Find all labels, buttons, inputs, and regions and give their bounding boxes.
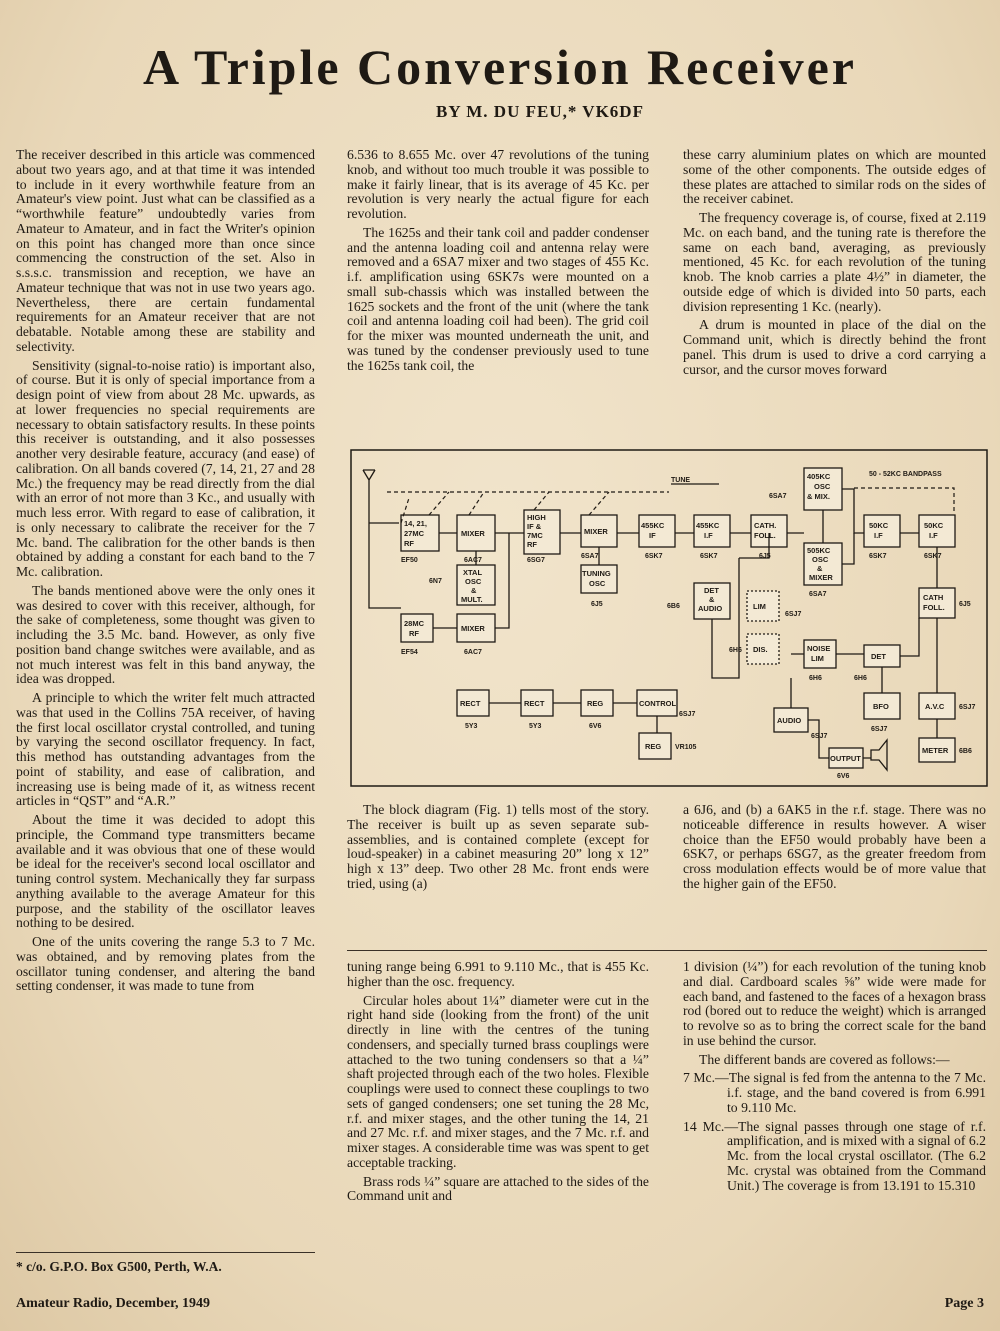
speaker-icon [871,740,887,770]
block-text: 405KC [807,472,831,481]
block-text: AUDIO [698,604,723,613]
block-text: DET [704,586,719,595]
paragraph: these carry aluminium plates on which are mounted some of the other components. The outside edges of these plates are attached to similar rods on the sides of the receiver cabinet. [683,147,986,207]
column-2-bottom [347,960,649,1208]
block-xtal [429,565,495,605]
block-text: NOISE [807,644,831,653]
block-noiselim [804,640,836,682]
block-text: MIXER [461,529,485,538]
tube-label: EF50 [401,557,418,564]
block-text: & [817,564,823,573]
paragraph: A drum is mounted in place of the dial on the Command unit, which is directly behind the front panel. This drum is used to drive a cord carrying a cursor, and the cursor moves forward [683,317,986,377]
block-text: FOLL. [754,531,776,540]
block-text: REG [645,742,662,751]
block-text: RF [404,539,414,548]
paragraph: One of the units covering the range 5.3 to 7 Mc. was obtained, and by removing plates from the oscillator tuning condenser, and altering the band setting condenser, it was made to tune from [16,934,315,994]
tube-label: 6V6 [837,773,850,780]
tube-label: 6H6 [809,675,822,682]
paragraph: Brass rods ¼” square are attached to the sides of the Command unit and [347,1173,649,1204]
paragraph: A principle to which the writer felt much attracted was that used in the Collins 75A receiver, of having the first local oscillator crystal controlled, and tuning by varying the second oscillator frequency. In fact, this method has outstanding advantages from the point of stability, and ease of calibration, and increasing use is being made of it, as witness recent articles in “QST” and “A.R.” [16,690,315,809]
block-diagram [349,448,989,788]
tube-label: 6J5 [591,601,603,608]
footnote: * c/o. G.P.O. Box G500, Perth, W.A. [16,1259,222,1274]
article-title: A Triple Conversion Receiver [143,39,857,95]
block-if50a [864,515,900,560]
paragraph: Circular holes about 1¼” diameter were cut in the right hand side (looking from the front) of the unit directly in line with the centres of the tuning condensers, and specially turned brass couplings were attached to the two tuning condensers so that a ¼” shaft projected through each of the two holes. Flexible couplings were used to connect these couplings to two sets of ganged condensers; one set tuning the 28 Mc, r.f. and mixer stages, and the other tuning the 14, 21 and 27 Mc. r.f. and mixer stages, and the 7 Mc. r.f. and mixer stages. A considerable time was was spent to get acceptable tracking. [347,992,649,1170]
block-text: TUNING [582,569,611,578]
tube-label: 5Y3 [465,723,478,730]
column-2-top [347,148,649,377]
block-text: 50KC [869,521,889,530]
column-3-top [683,148,986,381]
block-text: CATH. [754,521,777,530]
block-control [637,690,695,718]
block-text: RF [409,629,419,638]
block-avc [919,693,975,719]
tube-label: 6B6 [667,603,680,610]
block-text: MIXER [584,527,608,536]
block-text: IF [649,531,656,540]
block-text: OSC [465,577,482,586]
block-lim [747,591,801,621]
paragraph: The different bands are covered as follows:— [699,1051,950,1067]
block-text: OSC [589,579,606,588]
paragraph: 1 division (¼”) for each revolution of the tuning knob and dial. Cardboard scales ⅝” wide were made for each band, and fastened to the faces of a hexagon brass rod (bored out to reduce the weight) which is arranged to revolve so as to bring the correct scale for the band in use behind the cursor. [683,959,986,1048]
block-text: REG [587,699,604,708]
tube-label: 6SJ7 [679,711,696,718]
tube-label: 6AC7 [464,557,482,564]
block-text: 14, 21, [404,519,427,528]
block-text: OSC [812,555,829,564]
column-2-middle [347,803,649,896]
column-1 [16,148,315,998]
block-mixer28 [457,614,495,656]
section-divider [347,950,987,951]
tube-label: 6SK7 [924,553,942,560]
block-text: METER [922,746,949,755]
paragraph: The block diagram (Fig. 1) tells most of the story. The receiver is built up as seven separate sub-assemblies, and is contained complete (except for loud-speaker) in a cabinet measuring 20” long x 12” high x 13” deep. Two other 28 Mc. front ends were tried, using (a) [347,802,649,891]
block-text: & MIX. [807,492,830,501]
block-text: RF [527,540,537,549]
block-detaudio [667,583,730,619]
block-bfo [864,693,900,733]
block-text: IF & [527,522,542,531]
antenna-icon [363,470,401,608]
block-rf28 [401,614,433,656]
block-text: 27MC [404,529,425,538]
tube-label: 6SJ7 [871,726,888,733]
block-text: AUDIO [777,716,802,725]
block-cathfoll2 [919,588,971,618]
block-if455b [694,515,730,560]
block-text: 50KC [924,521,944,530]
tube-label: 6SJ7 [959,704,976,711]
block-tuningosc [581,565,617,608]
paragraph: 6.536 to 8.655 Mc. over 47 revolutions of the tuning knob, and without too much trouble it was possible to make it fairly linear, that is its average of 45 Kc. per revolution is very nearly the actual figure for each revolution. [347,147,649,221]
tube-label: 6AC7 [464,649,482,656]
block-text: LIM [753,602,766,611]
tube-label: 5Y3 [529,723,542,730]
block-dis [729,634,779,664]
block-reg1 [581,690,613,730]
block-rect1 [457,690,489,730]
block-text: 7MC [527,531,543,540]
tube-label: VR105 [675,744,697,751]
tube-label: 6SA7 [581,553,599,560]
bandpass-label: 50 - 52KC BANDPASS [869,471,942,478]
tube-label: 6V6 [589,723,602,730]
block-text: MIXER [461,624,485,633]
tube-label: 6SA7 [809,591,827,598]
paragraph: The 1625s and their tank coil and padder condenser and the antenna loading coil and antenna relay were removed and a 6SA7 mixer and two stages of 455 Kc. i.f. amplification using 6SK7s were mounted on a small sub-chassis which was installed between the 1625 sockets and the front of the unit (where the tank coil and antenna loading coil had been). The grid coil for the mixer was mounted underneath the unit, and was tuned by the condenser previously used to tune the 1625s tank coil, the [347,224,649,373]
block-text: & [709,595,715,604]
tube-label: 6SJ7 [811,733,828,740]
block-diagram-figure [349,448,989,788]
tune-label: TUNE [671,477,691,484]
tube-label: 6B6 [959,748,972,755]
paragraph: The frequency coverage is, of course, fixed at 2.119 Mc. on each band, and the tuning rate is therefore the same on each band, averaging, as previously mentioned, 45 Kc. for each revolution of the tuning knob. The knob carries a plate 4½” in diameter, the outside edge of which is divided into 50 parts, each division representing 1 Kc. (nearly). [683,210,986,314]
block-text: CATH [923,593,944,602]
column-3-bottom [683,960,986,1197]
block-text: MIXER [809,573,833,582]
block-det [854,645,900,682]
block-text: CONTROL [639,699,677,708]
block-text: I.F [929,531,938,540]
paragraph: a 6J6, and (b) a 6AK5 in the r.f. stage. There was no noticeable difference in results however. A wiser choice than the EF50 would probably have been a 6SK7, or perhaps 6SG7, as the greater freedom from cross modulation effects would be of more value that the higher gain of the EF50. [683,802,986,891]
bandpass-line [854,488,954,514]
column-3-middle [683,803,986,896]
block-text: I.F [874,531,883,540]
block-text: MULT. [461,595,483,604]
tube-label: 6J5 [959,601,971,608]
block-text: RECT [460,699,481,708]
block-text: I.F [704,531,713,540]
paragraph: tuning range being 6.991 to 9.110 Mc., that is 455 Kc. higher than the osc. frequency. [347,959,649,989]
block-text: 455KC [641,521,665,530]
block-highif [524,510,560,564]
band-entry: 14 Mc.—The signal passes through one stage of r.f. amplification, and is mixed with a signal of 6.2 Mc. from the local crystal oscillator. (The 6.2 Mc. crystal was obtained from the Command Unit.) The coverage is from 13.191 to 15.310 [683,1118,986,1193]
band-entry: 7 Mc.—The signal is fed from the antenna to the 7 Mc. i.f. stage, and the band covered is from 6.991 to 9.110 Mc. [683,1070,986,1115]
tube-label: EF54 [401,649,418,656]
block-text: BFO [873,702,889,711]
block-text: XTAL [463,568,483,577]
block-reg2 [639,733,697,759]
block-text: 455KC [696,521,720,530]
paragraph: Sensitivity (signal-to-noise ratio) is important also, of course. But it is only of special importance from a design point of view from about 28 Mc. upwards, as at lower frequencies no special requirements are necessary to obtain satisfactory results. In these points this receiver is outstanding, and it also possesses another very desirable feature, accuracy (and ease) of calibration. On all bands covered (7, 14, 21, 27 and 28 Mc.) the frequency may be read directly from the dial with an error of not more than 3 Kc., and usually with much less error. With regard to ease of calibration, it is only necessary to calibrate the receiver for the 7 Mc. band. The calibration for the other bands is then obtained by adding a constant for each band to the 7 Mc. calibration. [16,357,315,579]
block-text: OUTPUT [830,754,861,763]
block-meter [919,738,972,762]
block-text: A.V.C [925,702,945,711]
block-text: OSC [814,482,831,491]
block-rect2 [521,690,553,730]
tube-label: 6N7 [429,578,442,585]
block-output [829,748,863,780]
tube-label: 6SK7 [869,553,887,560]
paragraph: The bands mentioned above were the only ones it was desired to cover with this receiver, although, for the sake of completeness, some thought was given to including the 3.5 Mc. band. However, as only five position band change switches were available, and as not much interest was felt in this band anyway, the idea was dropped. [16,582,315,687]
block-text: DIS. [753,645,768,654]
tube-label: 6SK7 [645,553,663,560]
block-osc505 [804,543,842,598]
tube-label: 6SG7 [527,557,545,564]
tube-label: 6SJ7 [785,611,802,618]
page-number: Page 3 [944,1296,984,1311]
block-text: HIGH [527,513,546,522]
block-text: DET [871,652,886,661]
paragraph: The receiver described in this article was commenced about two years ago, and at that time it was intended to include in it every worthwhile feature from an Amateur's view point. Just what can be classified as a “worthwhile feature” undoubtedly varies from Amateur to Amateur, and in fact the Writer's opinion on this point has changed more than once since commencing the construction of the set. Also in s.s.s.c. transmission and reception, we have an Amateur technique that was not in use two years ago. Nevertheless, there are certain fundamental requirements for an Amateur receiver that are not debatable. Notable among these are stability and selectivity. [16,147,315,354]
block-text: LIM [811,654,824,663]
footnote-rule [16,1252,315,1253]
block-if455a [639,515,675,560]
tube-label: 6J5 [759,553,771,560]
tube-label: 6SK7 [700,553,718,560]
tube-label: 6SA7 [769,493,787,500]
paragraph: About the time it was decided to adopt this principle, the Command type transmitters became available and it was obvious that one of these would be ideal for the receiver's second local oscillator and tuning control system. Mechanically they far surpass anything available to the average Amateur for this purpose, and the stability of the oscillator leaves nothing to be desired. [16,812,315,931]
article-byline: BY M. DU FEU,* VK6DF [436,102,644,121]
block-text: 28MC [404,619,425,628]
block-text: & [471,586,477,595]
block-osc405 [804,468,842,510]
block-rf1 [401,515,439,564]
tube-label: 6H6 [729,647,742,654]
block-text: RECT [524,699,545,708]
block-text: FOLL. [923,603,945,612]
publication-footer: Amateur Radio, December, 1949 [16,1296,211,1311]
tube-label: 6H6 [854,675,867,682]
block-text: 505KC [807,546,831,555]
